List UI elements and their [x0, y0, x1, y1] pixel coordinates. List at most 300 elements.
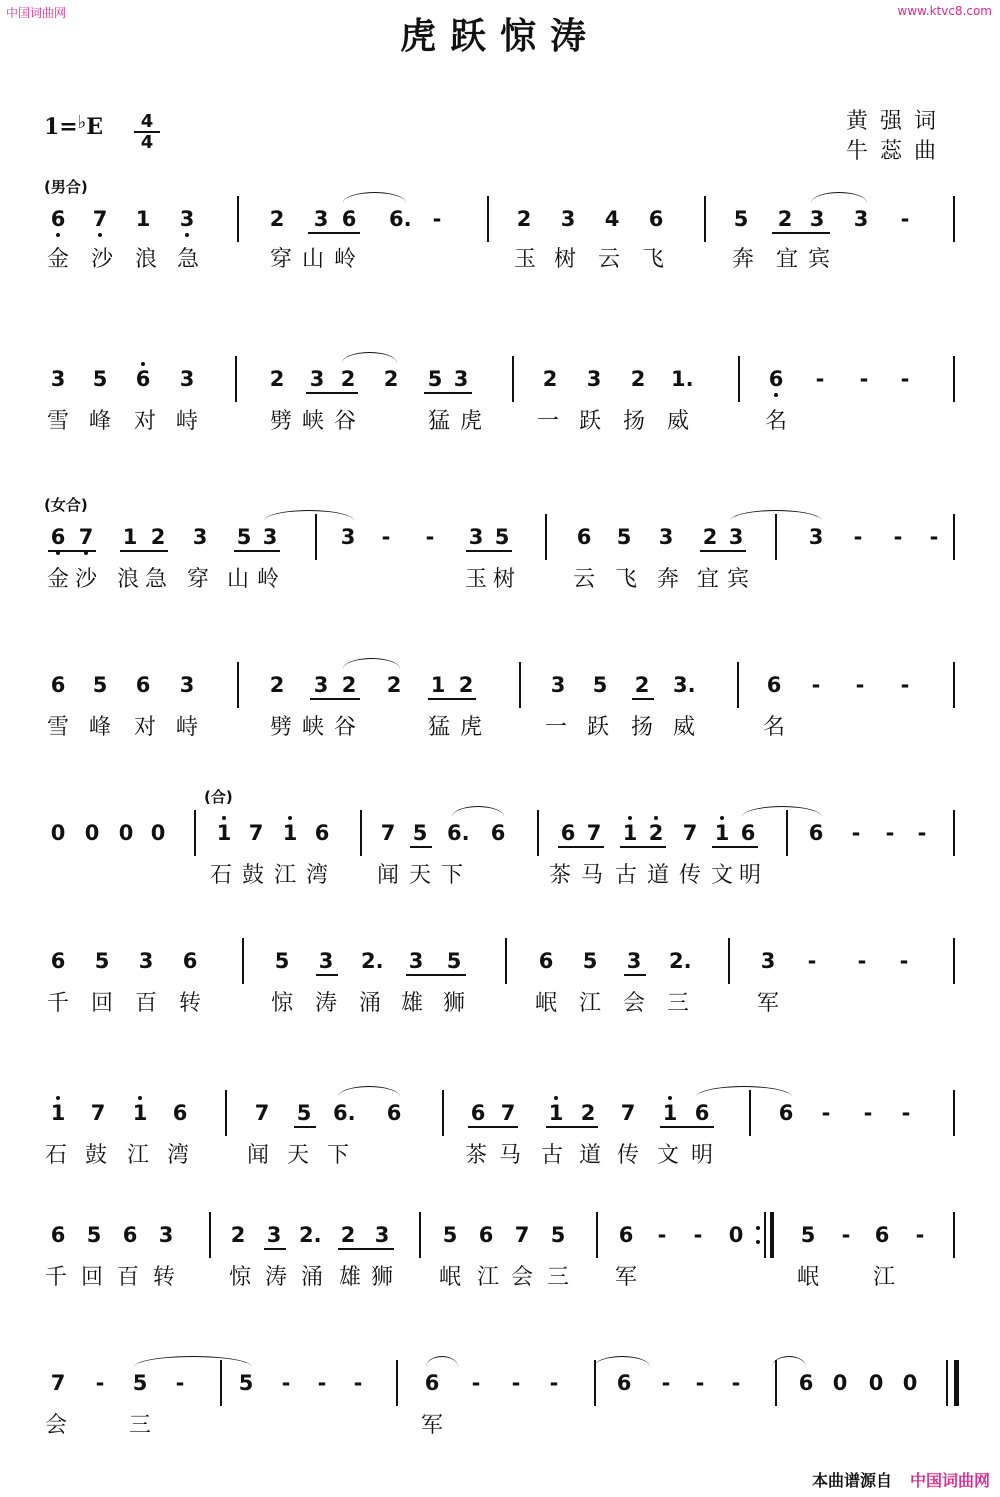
lyric-char: 急	[145, 567, 168, 592]
jianpu-note: 6	[560, 821, 576, 845]
beam-underline	[406, 974, 466, 976]
lyric-char: 峰	[89, 409, 112, 434]
beam-underline	[424, 392, 472, 394]
jianpu-note: 3	[179, 673, 195, 697]
lyric-char: 跃	[587, 715, 610, 740]
jianpu-note: 6	[122, 1223, 138, 1247]
jianpu-note: 3	[313, 673, 329, 697]
barline	[953, 810, 955, 856]
jianpu-note: 1	[216, 821, 232, 845]
jianpu-note: 6	[618, 1223, 634, 1247]
jianpu-note: -	[863, 1101, 873, 1125]
jianpu-note: 2	[777, 207, 793, 231]
lyric-char: 对	[134, 715, 157, 740]
octave-high-dot	[720, 816, 724, 820]
barline	[953, 662, 955, 708]
beam-underline	[338, 1248, 394, 1250]
lyric-char: 奔	[657, 567, 680, 592]
lyric-char: 玉	[514, 247, 537, 272]
jianpu-note: -	[857, 949, 867, 973]
jianpu-note: 5	[442, 1223, 458, 1247]
barline	[419, 1212, 421, 1258]
lyric-char: 劈	[270, 409, 293, 434]
lyric-char: 玉	[465, 567, 488, 592]
jianpu-note: 2	[269, 207, 285, 231]
lyric-char: 江	[274, 863, 297, 888]
jianpu-note: 6	[182, 949, 198, 973]
jianpu-note: 7	[586, 821, 602, 845]
jianpu-note: 5	[582, 949, 598, 973]
jianpu-note: 7	[514, 1223, 530, 1247]
octave-high-dot	[554, 1096, 558, 1100]
beam-underline	[48, 550, 96, 552]
jianpu-note: 5	[92, 673, 108, 697]
lyric-char: 宾	[727, 567, 750, 592]
lyric-char: 天	[409, 863, 432, 888]
jianpu-note: 1	[122, 525, 138, 549]
jianpu-note: -	[815, 367, 825, 391]
beam-underline	[558, 846, 604, 848]
time-top: 4	[140, 111, 154, 132]
jianpu-note: 5	[132, 1371, 148, 1395]
jianpu-note: 2	[269, 367, 285, 391]
jianpu-note: -	[425, 525, 435, 549]
jianpu-note: -	[851, 821, 861, 845]
jianpu-note: 3	[313, 207, 329, 231]
lyric-char: 狮	[443, 991, 466, 1016]
lyric-char: 下	[327, 1143, 350, 1168]
lyric-char: 江	[579, 991, 602, 1016]
jianpu-note: 3	[550, 673, 566, 697]
lyric-char: 涌	[359, 991, 382, 1016]
jianpu-note: 6	[490, 821, 506, 845]
jianpu-note: -	[893, 525, 903, 549]
lyric-char: 回	[81, 1265, 104, 1290]
barline	[737, 662, 739, 708]
jianpu-note: 3	[192, 525, 208, 549]
jianpu-note: -	[900, 367, 910, 391]
jianpu-note: -	[95, 1371, 105, 1395]
lyric-char: 扬	[623, 409, 646, 434]
jianpu-note: 6	[740, 821, 756, 845]
jianpu-note: -	[731, 1371, 741, 1395]
lyric-char: 江	[477, 1265, 500, 1290]
slur	[730, 510, 822, 521]
lyric-char: 鼓	[242, 863, 265, 888]
jianpu-note: 2	[634, 673, 650, 697]
jianpu-note: 5	[92, 367, 108, 391]
jianpu-note: 5	[800, 1223, 816, 1247]
lyric-char: 道	[647, 863, 670, 888]
lyric-char: 树	[493, 567, 516, 592]
jianpu-note: 0	[902, 1371, 918, 1395]
jianpu-note: 5	[238, 1371, 254, 1395]
jianpu-note: 5	[86, 1223, 102, 1247]
lyric-char: 岷	[439, 1265, 462, 1290]
lyric-char: 飞	[642, 247, 665, 272]
jianpu-note: 2	[386, 673, 402, 697]
barline	[537, 810, 539, 856]
jianpu-note: 3	[809, 207, 825, 231]
jianpu-note: 3	[179, 207, 195, 231]
jianpu-note: 1	[662, 1101, 678, 1125]
lyric-char: 沙	[91, 247, 114, 272]
barline	[738, 356, 740, 402]
lyric-char: 军	[615, 1265, 638, 1290]
jianpu-note: 6	[478, 1223, 494, 1247]
jianpu-note: -	[695, 1371, 705, 1395]
lyric-char: 山	[227, 567, 250, 592]
jianpu-note: 6	[538, 949, 554, 973]
jianpu-note: 1	[714, 821, 730, 845]
lyric-char: 跃	[579, 409, 602, 434]
jianpu-note: 2	[542, 367, 558, 391]
jianpu-note: 5	[412, 821, 428, 845]
lyric-char: 峡	[302, 409, 325, 434]
jianpu-note: 2	[150, 525, 166, 549]
octave-low-dot	[98, 233, 102, 237]
jianpu-note: 7	[620, 1101, 636, 1125]
jianpu-note: 0	[868, 1371, 884, 1395]
jianpu-note: 3	[318, 949, 334, 973]
jianpu-note: 3	[179, 367, 195, 391]
octave-high-dot	[628, 816, 632, 820]
beam-underline	[712, 846, 758, 848]
jianpu-note: 2	[341, 673, 357, 697]
jianpu-note: -	[901, 1101, 911, 1125]
jianpu-note: -	[811, 673, 821, 697]
jianpu-note: 2	[516, 207, 532, 231]
lyric-char: 虎	[460, 715, 483, 740]
jianpu-note: 7	[90, 1101, 106, 1125]
jianpu-note: 0	[50, 821, 66, 845]
lyric-char: 涛	[315, 991, 338, 1016]
barline	[953, 1090, 955, 1136]
slur	[811, 192, 867, 203]
barline	[704, 196, 706, 242]
lyric-char: 金	[47, 567, 70, 592]
lyric-char: 急	[177, 247, 200, 272]
lyric-char: 惊	[271, 991, 294, 1016]
octave-low-dot	[185, 233, 189, 237]
jianpu-note: 7	[50, 1371, 66, 1395]
jianpu-note: 6.	[333, 1101, 356, 1125]
lyric-char: 惊	[229, 1265, 252, 1290]
lyric-char: 宜	[697, 567, 720, 592]
repeat-dot	[756, 1240, 760, 1244]
barline	[545, 514, 547, 560]
barline	[487, 196, 489, 242]
lyric-char: 鼓	[85, 1143, 108, 1168]
barline	[194, 810, 196, 856]
octave-high-dot	[138, 1096, 142, 1100]
beam-underline	[700, 550, 746, 552]
lyric-char: 奔	[732, 247, 755, 272]
beam-underline	[306, 392, 358, 394]
lyric-char: 云	[598, 247, 621, 272]
lyric-char: 千	[45, 1265, 68, 1290]
lyric-char: 石	[45, 1143, 68, 1168]
lyric-char: 威	[673, 715, 696, 740]
beam-underline	[660, 1126, 714, 1128]
jianpu-note: 6	[616, 1371, 632, 1395]
jianpu-note: 6	[50, 949, 66, 973]
lyric-char: 千	[47, 991, 70, 1016]
lyric-char: 石	[210, 863, 233, 888]
lyric-char: 涌	[301, 1265, 324, 1290]
flat-sign: ♭	[77, 112, 87, 133]
lyric-char: 扬	[631, 715, 654, 740]
lyric-char: 转	[153, 1265, 176, 1290]
jianpu-note: -	[853, 525, 863, 549]
jianpu-note: -	[281, 1371, 291, 1395]
lyric-char: 山	[302, 247, 325, 272]
octave-high-dot	[141, 362, 145, 366]
lyric-char: 穿	[270, 247, 293, 272]
barline	[360, 810, 362, 856]
lyric-char: 马	[499, 1143, 522, 1168]
beam-underline	[316, 974, 338, 976]
jianpu-note: 1	[622, 821, 638, 845]
lyric-char: 岭	[257, 567, 280, 592]
jianpu-note: 7	[254, 1101, 270, 1125]
jianpu-note: 2	[269, 673, 285, 697]
jianpu-note: 3	[374, 1223, 390, 1247]
footer-source-text: 本曲谱源自	[811, 1471, 892, 1490]
part-label-chorus: (合)	[204, 788, 233, 806]
lyric-char: 一	[537, 409, 560, 434]
slur	[134, 1356, 252, 1367]
jianpu-note: 3	[50, 367, 66, 391]
jianpu-note: 1.	[671, 367, 694, 391]
jianpu-note: 1	[132, 1101, 148, 1125]
jianpu-note: 5	[550, 1223, 566, 1247]
lyric-char: 峙	[176, 715, 199, 740]
jianpu-note: 3	[468, 525, 484, 549]
jianpu-note: 0	[150, 821, 166, 845]
beam-underline	[308, 232, 360, 234]
lyric-char: 会	[623, 991, 646, 1016]
footer-source	[812, 1468, 990, 1491]
slur	[342, 352, 397, 363]
jianpu-note: -	[549, 1371, 559, 1395]
jianpu-note: 4	[604, 207, 620, 231]
key-prefix: 1=	[44, 114, 78, 140]
beam-underline	[428, 698, 476, 700]
octave-high-dot	[654, 816, 658, 820]
key-note: E	[86, 114, 104, 140]
jianpu-note: -	[807, 949, 817, 973]
beam-underline	[624, 974, 646, 976]
jianpu-note: 3	[340, 525, 356, 549]
jianpu-note: 6	[470, 1101, 486, 1125]
barline	[519, 662, 521, 708]
slur	[772, 1356, 806, 1367]
jianpu-note: 7	[248, 821, 264, 845]
octave-high-dot	[668, 1096, 672, 1100]
lyric-char: 树	[554, 247, 577, 272]
jianpu-note: 3	[658, 525, 674, 549]
jianpu-note: 7	[92, 207, 108, 231]
time-signature	[134, 112, 160, 152]
jianpu-note: 2	[580, 1101, 596, 1125]
jianpu-note: 7	[500, 1101, 516, 1125]
lyric-char: 狮	[371, 1265, 394, 1290]
jianpu-note: 2	[648, 821, 664, 845]
site-watermark-right: www.ktvc8.com	[897, 4, 992, 18]
lyric-char: 峡	[302, 715, 325, 740]
lyricist-credit: 黄强词	[845, 109, 948, 134]
final-barline-thin	[946, 1360, 948, 1406]
beam-underline	[264, 1248, 286, 1250]
lyric-char: 回	[91, 991, 114, 1016]
lyric-char: 岷	[797, 1265, 820, 1290]
jianpu-note: -	[175, 1371, 185, 1395]
barline	[596, 1212, 598, 1258]
slur	[452, 806, 504, 817]
jianpu-note: 6	[798, 1371, 814, 1395]
jianpu-note: 6	[576, 525, 592, 549]
lyric-char: 明	[739, 863, 762, 888]
slur	[742, 806, 822, 817]
beam-underline	[468, 1126, 518, 1128]
lyric-char: 猛	[428, 715, 451, 740]
jianpu-note: -	[317, 1371, 327, 1395]
lyric-char: 转	[179, 991, 202, 1016]
jianpu-note: 2	[340, 367, 356, 391]
jianpu-note: -	[859, 367, 869, 391]
jianpu-note: 0	[728, 1223, 744, 1247]
repeat-barline-thin	[764, 1212, 766, 1258]
jianpu-note: 6	[50, 673, 66, 697]
lyric-char: 军	[421, 1413, 444, 1438]
jianpu-note: -	[432, 207, 442, 231]
site-watermark-left: 中国词曲网	[6, 6, 67, 20]
lyric-char: 江	[127, 1143, 150, 1168]
jianpu-note: -	[841, 1223, 851, 1247]
lyric-char: 名	[765, 409, 788, 434]
jianpu-note: 5	[446, 949, 462, 973]
lyric-char: 传	[679, 863, 702, 888]
slur	[338, 1086, 400, 1097]
jianpu-note: 1	[548, 1101, 564, 1125]
lyric-char: 会	[45, 1413, 68, 1438]
octave-high-dot	[288, 816, 292, 820]
lyric-char: 百	[117, 1265, 140, 1290]
jianpu-note: 0	[118, 821, 134, 845]
lyric-char: 茶	[549, 863, 572, 888]
barline	[953, 1212, 955, 1258]
lyric-char: 一	[545, 715, 568, 740]
lyric-char: 峰	[89, 715, 112, 740]
octave-low-dot	[56, 233, 60, 237]
jianpu-note: 6	[386, 1101, 402, 1125]
jianpu-note: -	[885, 821, 895, 845]
lyric-char: 涛	[265, 1265, 288, 1290]
lyric-char: 会	[511, 1265, 534, 1290]
lyric-char: 宾	[808, 247, 831, 272]
barline	[225, 1090, 227, 1136]
key-signature	[44, 112, 103, 140]
lyric-char: 谷	[334, 409, 357, 434]
jianpu-note: -	[900, 207, 910, 231]
jianpu-note: 3	[453, 367, 469, 391]
jianpu-note: 6	[341, 207, 357, 231]
jianpu-note: -	[899, 949, 909, 973]
lyric-char: 雪	[47, 409, 70, 434]
jianpu-note: 3	[586, 367, 602, 391]
lyric-char: 雄	[401, 991, 424, 1016]
lyric-char: 飞	[615, 567, 638, 592]
final-barline-thick	[954, 1360, 959, 1406]
lyric-char: 茶	[465, 1143, 488, 1168]
jianpu-note: 6	[314, 821, 330, 845]
jianpu-note: 3	[760, 949, 776, 973]
jianpu-note: 7	[380, 821, 396, 845]
jianpu-note: 6	[874, 1223, 890, 1247]
lyric-char: 威	[667, 409, 690, 434]
jianpu-note: 6	[50, 207, 66, 231]
repeat-dot	[756, 1226, 760, 1230]
lyric-char: 劈	[270, 715, 293, 740]
lyric-char: 云	[573, 567, 596, 592]
octave-high-dot	[56, 1096, 60, 1100]
lyric-char: 穿	[187, 567, 210, 592]
slur	[343, 658, 400, 669]
jianpu-note: 6	[778, 1101, 794, 1125]
lyric-char: 江	[873, 1265, 896, 1290]
jianpu-note: 3	[560, 207, 576, 231]
jianpu-note: 6	[424, 1371, 440, 1395]
barline	[235, 356, 237, 402]
jianpu-note: 6	[694, 1101, 710, 1125]
slur	[264, 510, 354, 521]
lyric-char: 金	[47, 247, 70, 272]
lyric-char: 马	[581, 863, 604, 888]
barline	[953, 196, 955, 242]
lyric-char: 沙	[75, 567, 98, 592]
barline	[209, 1212, 211, 1258]
jianpu-note: -	[381, 525, 391, 549]
composer-credit: 牛蕊曲	[845, 139, 948, 164]
jianpu-note: -	[511, 1371, 521, 1395]
jianpu-note: -	[900, 673, 910, 697]
jianpu-note: 3	[138, 949, 154, 973]
lyric-char: 天	[287, 1143, 310, 1168]
jianpu-note: 6.	[389, 207, 412, 231]
jianpu-note: -	[657, 1223, 667, 1247]
part-label-male: (男合)	[44, 178, 88, 196]
lyric-char: 浪	[135, 247, 158, 272]
slur	[696, 1086, 792, 1097]
lyric-char: 军	[757, 991, 780, 1016]
octave-high-dot	[222, 816, 226, 820]
beam-underline	[294, 1126, 316, 1128]
slur	[343, 192, 406, 203]
jianpu-note: 5	[296, 1101, 312, 1125]
jianpu-note: -	[661, 1371, 671, 1395]
jianpu-note: 5	[494, 525, 510, 549]
jianpu-note: -	[471, 1371, 481, 1395]
jianpu-note: 2	[702, 525, 718, 549]
beam-underline	[546, 1126, 598, 1128]
beam-underline	[772, 232, 830, 234]
footer-brand: 中国词曲网	[909, 1471, 990, 1490]
jianpu-note: -	[917, 821, 927, 845]
lyric-char: 岭	[334, 247, 357, 272]
lyric-char: 三	[667, 991, 690, 1016]
jianpu-note: 2	[340, 1223, 356, 1247]
